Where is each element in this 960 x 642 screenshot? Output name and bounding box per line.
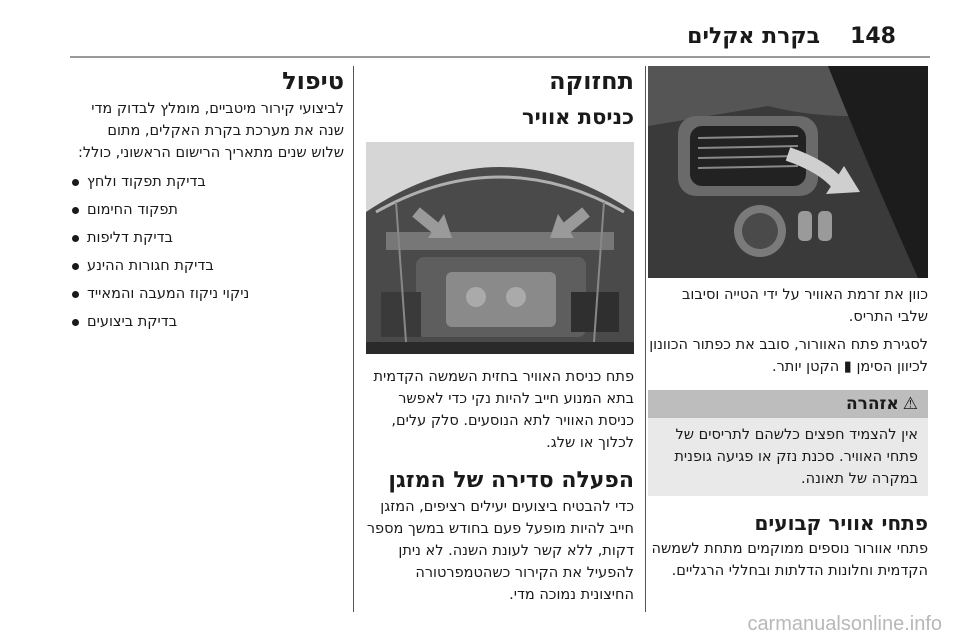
left-column <box>72 66 344 336</box>
service-list <box>72 168 344 336</box>
list-item: תפקוד החימום <box>72 196 344 224</box>
ac-operation-text: כדי להבטיח ביצועים יעילים רציפים, המזגן חייב להיות מופעל פעם בחודש במשך מספר דקות, ללא קשר לעונת השנה. לא ניתן להפעיל את הקירור כשהטמפרטורה החיצונית נמוכה מדי. <box>366 499 634 603</box>
maintenance-title: תחזוקה <box>549 67 634 95</box>
vent-photo <box>648 66 928 278</box>
divider-left <box>353 66 354 612</box>
service-title: טיפול <box>282 67 344 95</box>
bullet-icon <box>72 235 79 242</box>
service-intro: לביצועי קירור מיטביים, מומלץ לבדוק מדי שנה את מערכת בקרת האקלים, מתום שלוש שנים מתאריך הרישום הראשוני, כולל: <box>78 101 344 161</box>
list-item: בדיקת תפקוד ולחץ <box>72 168 344 196</box>
right-column <box>648 66 928 582</box>
bullet-icon <box>72 207 79 214</box>
bullet-icon <box>72 291 79 298</box>
page-header <box>70 18 930 52</box>
warning-body: אין להצמיד חפצים כלשהם לתריסים של פתחי האוויר. סכנת נזק או פגיעה גופנית במקרה של תאונה. <box>648 418 928 496</box>
vent-text-2: לסגירת פתח האוורור, סובב את כפתור הכוונון לכיוון הסימן ▮ הקטן יותר. <box>649 337 928 375</box>
bullet-icon <box>72 319 79 326</box>
middle-column <box>366 66 634 606</box>
page-number: 148 <box>850 24 896 49</box>
list-item: ניקוי ניקוז המעבה והמאייד <box>72 280 344 308</box>
air-intake-text: פתח כניסת האוויר בחזית השמשה הקדמית בתא המנוע חייב להיות נקי כדי לאפשר כניסת האוויר לתא הנוסעים. סלק עלים, לכלוך או שלג. <box>373 369 634 451</box>
list-item: בדיקת דליפות <box>72 224 344 252</box>
engine-photo <box>366 142 634 354</box>
fixed-vents-text: פתחי אוורור נוספים ממוקמים מתחת לשמשה הקדמית וחלונות הדלתות ובחללי הרגליים. <box>651 541 928 579</box>
ac-operation-heading: הפעלה סדירה של המזגן <box>388 468 634 493</box>
watermark: carmanualsonline.info <box>747 613 942 635</box>
warning-icon: ⚠ <box>902 394 918 414</box>
warning-header <box>648 390 928 418</box>
fixed-vents-heading: פתחי אוויר קבועים <box>754 511 928 535</box>
divider-mid <box>645 66 646 612</box>
list-item: בדיקת חגורות ההינע <box>72 252 344 280</box>
bullet-icon <box>72 263 79 270</box>
air-intake-subtitle: כניסת אוויר <box>521 105 634 129</box>
warning-title: אזהרה <box>845 394 899 414</box>
warning-box <box>648 390 928 496</box>
vent-text-1: כוון את זרמת האוויר על ידי הטייה וסיבוב שלבי התריס. <box>682 287 928 325</box>
list-item: בדיקת ביצועים <box>72 308 344 336</box>
section-title: בקרת אקלים <box>687 24 820 49</box>
header-rule <box>70 56 930 58</box>
bullet-icon <box>72 179 79 186</box>
